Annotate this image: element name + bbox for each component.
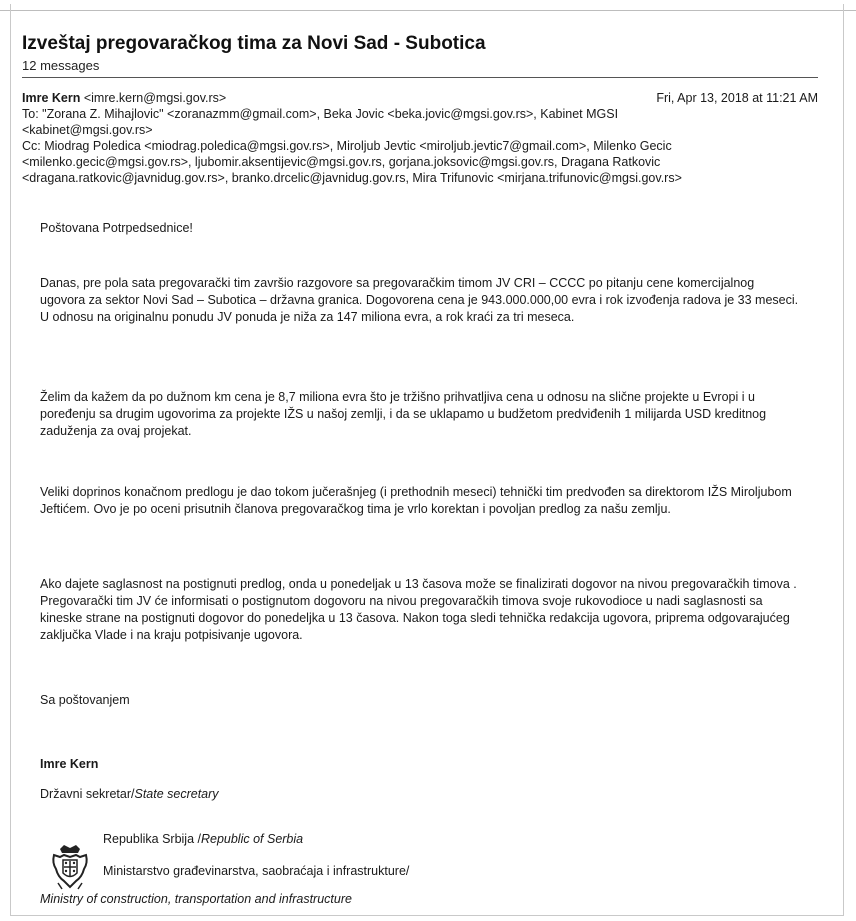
paragraph-4-text: Ako dajete saglasnost na postignuti predlog, onda u ponedeljak u 13 časova može se finalizirati dogovor na nivou pregovaračkih timova . Pregovarački tim JV će informisati o postignutom dogovoru na nivou pregovaračkih timova svoje rukovodioce u nadi saglasnosti sa kineske strane na postignuti dogovor do ponedeljka u 13 časova. Nakon toga sledi tehnička redakcija ugovora, priprema odgovarajućeg zaključka Vlade i na kraju potpisivanje ugovora. <box>40 577 797 642</box>
email-header <box>22 90 818 186</box>
paragraph-1 <box>40 275 800 326</box>
sender-name: Imre Kern <box>22 91 81 105</box>
to-line-1: To: "Zorana Z. Mihajlovic" <zoranazmm@gmail.com>, Beka Jovic <beka.jovic@mgsi.gov.rs>, Kabinet MGSI <box>22 107 619 121</box>
paragraph-3 <box>40 484 800 518</box>
paragraph-3-text: Veliki doprinos konačnom predlogu je dao tokom jučerašnjeg (i prethodnih meseci) tehnički tim predvođen sa direktorom IŽS Miroljubom Jeftićem. Ovo je po oceni prisutnih članova pregovaračkog tima je vrlo korektan i povoljan predlog za našu zemlju. <box>40 485 792 516</box>
header-divider <box>22 77 818 78</box>
cc-line-1: Cc: Miodrag Poledica <miodrag.poledica@mgsi.gov.rs>, Miroljub Jevtic <miroljub.jevtic7@gmail.com>, Milenko Gecic <box>22 139 672 153</box>
cc-line-3: <dragana.ratkovic@javnidug.gov.rs>, branko.drcelic@javnidug.gov.rs, Mira Trifunovic <mirjana.trifunovic@mgsi.gov.rs> <box>22 171 682 185</box>
republic-line <box>103 832 303 846</box>
email-subject: Izveštaj pregovaračkog tima za Novi Sad - Subotica <box>22 33 486 54</box>
cc-line-2: <milenko.gecic@mgsi.gov.rs>, ljubomir.aksentijevic@mgsi.gov.rs, gorjana.joksovic@mgsi.gov.rs, Dragana Ratkovic <box>22 155 661 169</box>
greeting <box>40 220 800 237</box>
closing-text: Sa poštovanjem <box>40 693 130 707</box>
paragraph-2 <box>40 389 800 440</box>
closing <box>40 692 800 709</box>
republic-sr: Republika Srbija / <box>103 832 201 846</box>
greeting-text: Poštovana Potrpedsednice! <box>40 221 193 235</box>
email-date: Fri, Apr 13, 2018 at 11:21 AM <box>656 91 818 105</box>
title-sr: Državni sekretar/ <box>40 787 135 801</box>
ministry-sr: Ministarstvo građevinarstva, saobraćaja i infrastrukture/ <box>103 864 410 878</box>
paragraph-4 <box>40 576 800 644</box>
title-en: State secretary <box>134 787 219 801</box>
signature-title <box>40 787 219 801</box>
serbia-coat-of-arms-icon <box>50 843 90 893</box>
paragraph-2-text: Želim da kažem da po dužnom km cena je 8,7 miliona evra što je tržišno prihvatljiva cena u odnosu na slične projekte u Evropi i u poređenju sa drugim ugovorima za projekte IŽS u našoj zemlji, i da se uklapamo u budžetom predviđenih 1 milijarda USD kreditnog zaduženja za ovaj projekat. <box>40 390 767 438</box>
message-count: 12 messages <box>22 58 100 73</box>
to-line-2: <kabinet@mgsi.gov.rs> <box>22 123 153 137</box>
ministry-en: Ministry of construction, transportation and infrastructure <box>40 892 352 906</box>
sender-email: <imre.kern@mgsi.gov.rs> <box>83 91 227 105</box>
republic-en: Republic of Serbia <box>200 832 304 846</box>
signature-name: Imre Kern <box>40 757 99 771</box>
paragraph-1-text: Danas, pre pola sata pregovarački tim završio razgovore sa pregovaračkim timom JV CRI – CCCC po pitanju cene komercijalnog ugovora za sektor Novi Sad – Subotica – državna granica. Dogovorena cena je 943.000.000,00 evra i rok izvođenja radova je 33 meseci. U odnosu na originalnu ponudu JV ponuda je niža za 147 miliona evra, a rok kraći za tri meseca. <box>40 276 799 324</box>
